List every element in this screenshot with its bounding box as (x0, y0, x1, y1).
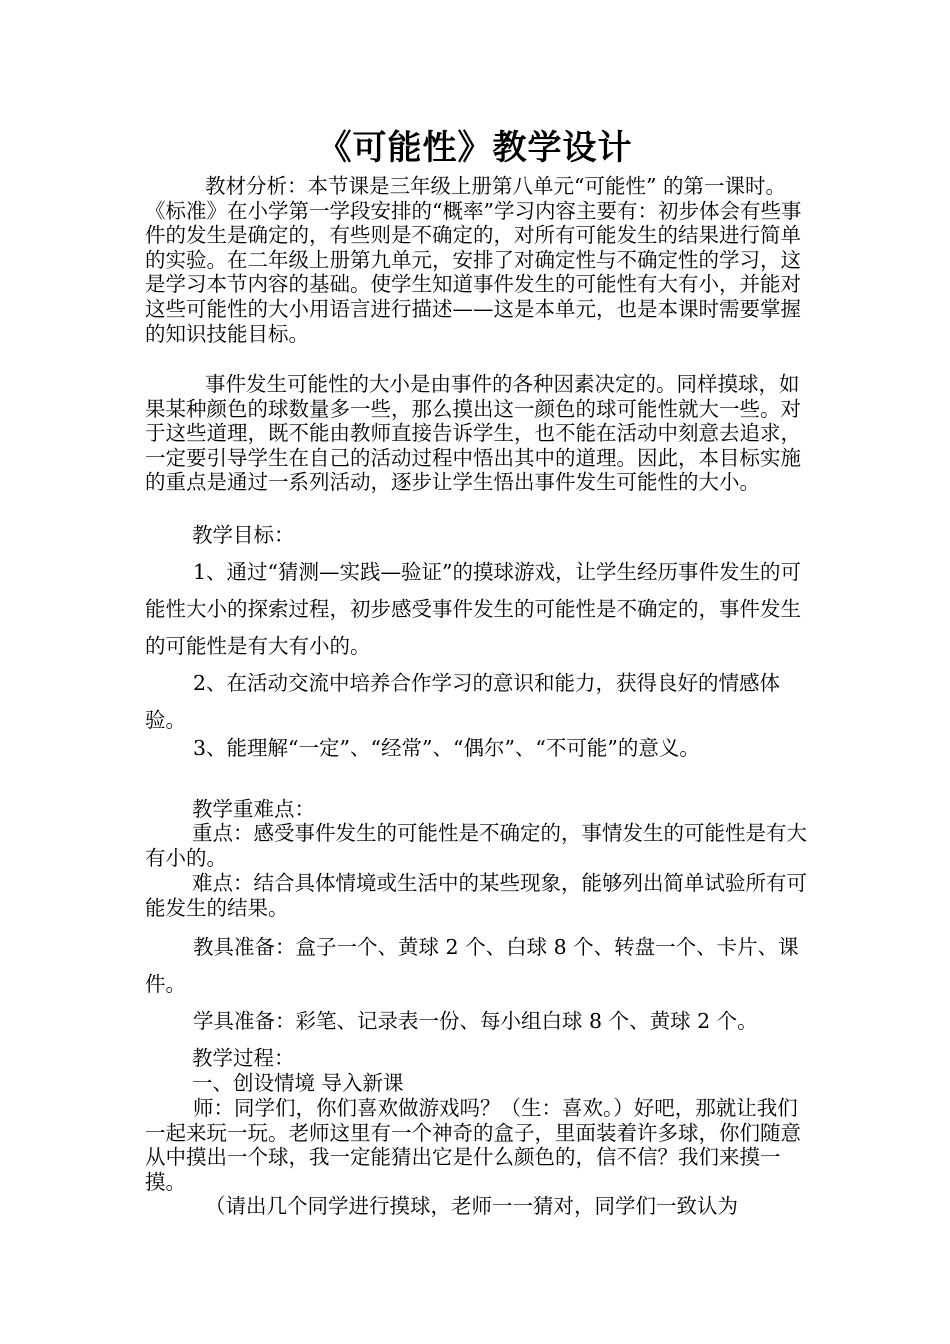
teacher-speech: 师：同学们，你们喜欢做游戏吗？（生：喜欢。）好吧，那就让我们一起来玩一玩。老师这里有一个神奇的盒子，里面装着许多球，你们随意从中摸出一个球，我一定能猜出它是什么颜色的，信不信？我们来摸一摸。 (145, 1096, 801, 1194)
keypoint-content: 重点：感受事件发生的可能性是不确定的，事情发生的可能性是有大有小的。 (145, 821, 807, 870)
paragraph-factors: 事件发生可能性的大小是由事件的各种因素决定的。同样摸球，如果某种颜色的球数量多一些，那么摸出这一颜色的球可能性就大一些。对于这些道理，既不能由教师直接告诉学生，也不能在活动中刻意去追求，一定要引导学生在自己的活动过程中悟出其中的道理。因此，本目标实施的重点是通过一系列活动，逐步让学生悟出事件发生可能性的大小。 (145, 372, 801, 495)
goal-1: 1、通过“猜测—实践—验证”的摸球游戏，让学生经历事件发生的可能性大小的探索过程，初步感受事件发生的可能性是不确定的，事件发生的可能性是有大有小的。 (145, 560, 802, 658)
goals-heading: 教学目标： (192, 523, 295, 547)
goal-2: 2、在活动交流中培养合作学习的意识和能力，获得良好的情感体验。 (145, 671, 781, 732)
difficulty-text (145, 871, 810, 920)
student-tools: 学具准备：彩笔、记录表一份、每小组白球 8 个、黄球 2 个。 (193, 1009, 758, 1033)
teacher-tools: 教具准备：盒子一个、黄球 2 个、白球 8 个、转盘一个、卡片、课件。 (145, 935, 799, 996)
goal-3: 3、能理解“一定”、“经常”、“偶尔”、“不可能”的意义。 (193, 736, 700, 760)
process-heading: 教学过程： (192, 1046, 295, 1070)
document-title: 《可能性》教学设计 (317, 128, 633, 168)
section-1-heading: 一、创设情境 导入新课 (192, 1071, 404, 1095)
keypoint-text (145, 821, 810, 870)
paragraph-analysis: 教材分析：本节课是三年级上册第八单元“可能性” 的第一课时。《标准》在小学第一学段安排的“概率”学习内容主要有：初步体会有些事件的发生是确定的，有些则是不确定的，对所有可能发生的结果进行简单的实验。在二年级上册第九单元，安排了对确定性与不确定性的学习，这是学习本节内容的基础。使学生知道事件发生的可能性有大有小，并能对这些可能性的大小用语言进行描述——这是本单元，也是本课时需要掌握的知识技能目标。 (145, 174, 802, 346)
activity-note: （请出几个同学进行摸球，老师一一猜对，同学们一致认为 (205, 1194, 738, 1218)
keypoints-heading: 教学重难点： (192, 797, 315, 821)
difficulty-content: 难点：结合具体情境或生活中的某些现象，能够列出简单试验所有可能发生的结果。 (145, 871, 807, 920)
